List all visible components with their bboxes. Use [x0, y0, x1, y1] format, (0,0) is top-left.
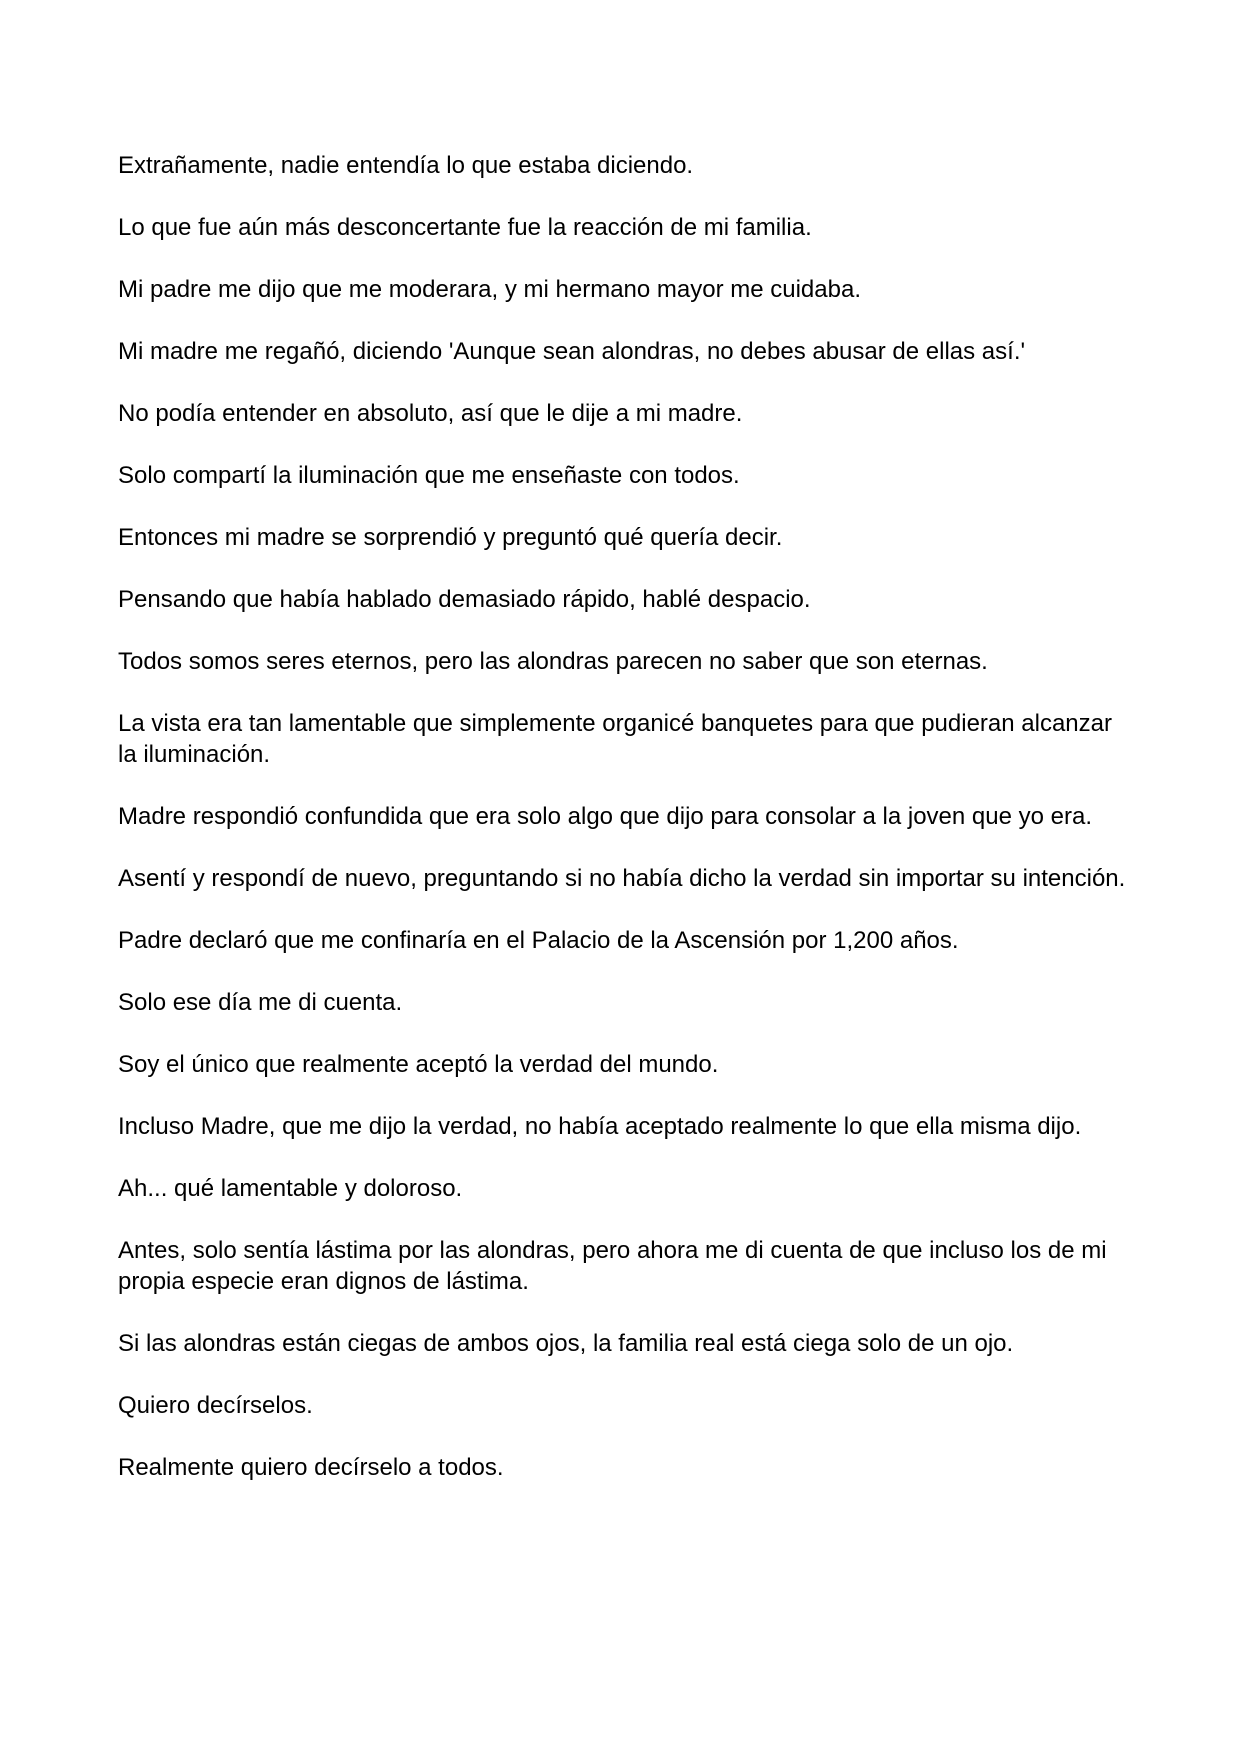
paragraph: Antes, solo sentía lástima por las alondras, pero ahora me di cuenta de que incluso los de mi propia especie eran dignos de lástima. [118, 1237, 1107, 1295]
paragraph: Madre respondió confundida que era solo algo que dijo para consolar a la joven que yo era. [118, 803, 1092, 830]
paragraph: Mi padre me dijo que me moderara, y mi hermano mayor me cuidaba. [118, 276, 861, 303]
paragraph: Pensando que había hablado demasiado rápido, hablé despacio. [118, 586, 811, 613]
paragraph: Soy el único que realmente aceptó la verdad del mundo. [118, 1051, 719, 1078]
paragraph: Todos somos seres eternos, pero las alondras parecen no saber que son eternas. [118, 648, 988, 675]
paragraph: Ah... qué lamentable y doloroso. [118, 1175, 463, 1202]
paragraph: Realmente quiero decírselo a todos. [118, 1454, 504, 1481]
paragraph: Quiero decírselos. [118, 1392, 313, 1419]
paragraph: La vista era tan lamentable que simplemente organicé banquetes para que pudieran alcanzar la iluminación. [118, 710, 1112, 768]
paragraph: Asentí y respondí de nuevo, preguntando si no había dicho la verdad sin importar su intención. [118, 865, 1126, 892]
paragraph: Lo que fue aún más desconcertante fue la reacción de mi familia. [118, 214, 812, 241]
paragraph: Solo compartí la iluminación que me enseñaste con todos. [118, 462, 740, 489]
paragraph: No podía entender en absoluto, así que le dije a mi madre. [118, 400, 743, 427]
paragraph: Padre declaró que me confinaría en el Palacio de la Ascensión por 1,200 años. [118, 927, 959, 954]
paragraph: Mi madre me regañó, diciendo 'Aunque sean alondras, no debes abusar de ellas así.' [118, 338, 1026, 365]
paragraph: Si las alondras están ciegas de ambos ojos, la familia real está ciega solo de un ojo. [118, 1330, 1014, 1357]
paragraph: Entonces mi madre se sorprendió y preguntó qué quería decir. [118, 524, 783, 551]
paragraph: Incluso Madre, que me dijo la verdad, no había aceptado realmente lo que ella misma dijo. [118, 1113, 1082, 1140]
document-body [118, 150, 1130, 1514]
paragraph: Extrañamente, nadie entendía lo que estaba diciendo. [118, 152, 694, 179]
paragraph: Solo ese día me di cuenta. [118, 989, 403, 1016]
